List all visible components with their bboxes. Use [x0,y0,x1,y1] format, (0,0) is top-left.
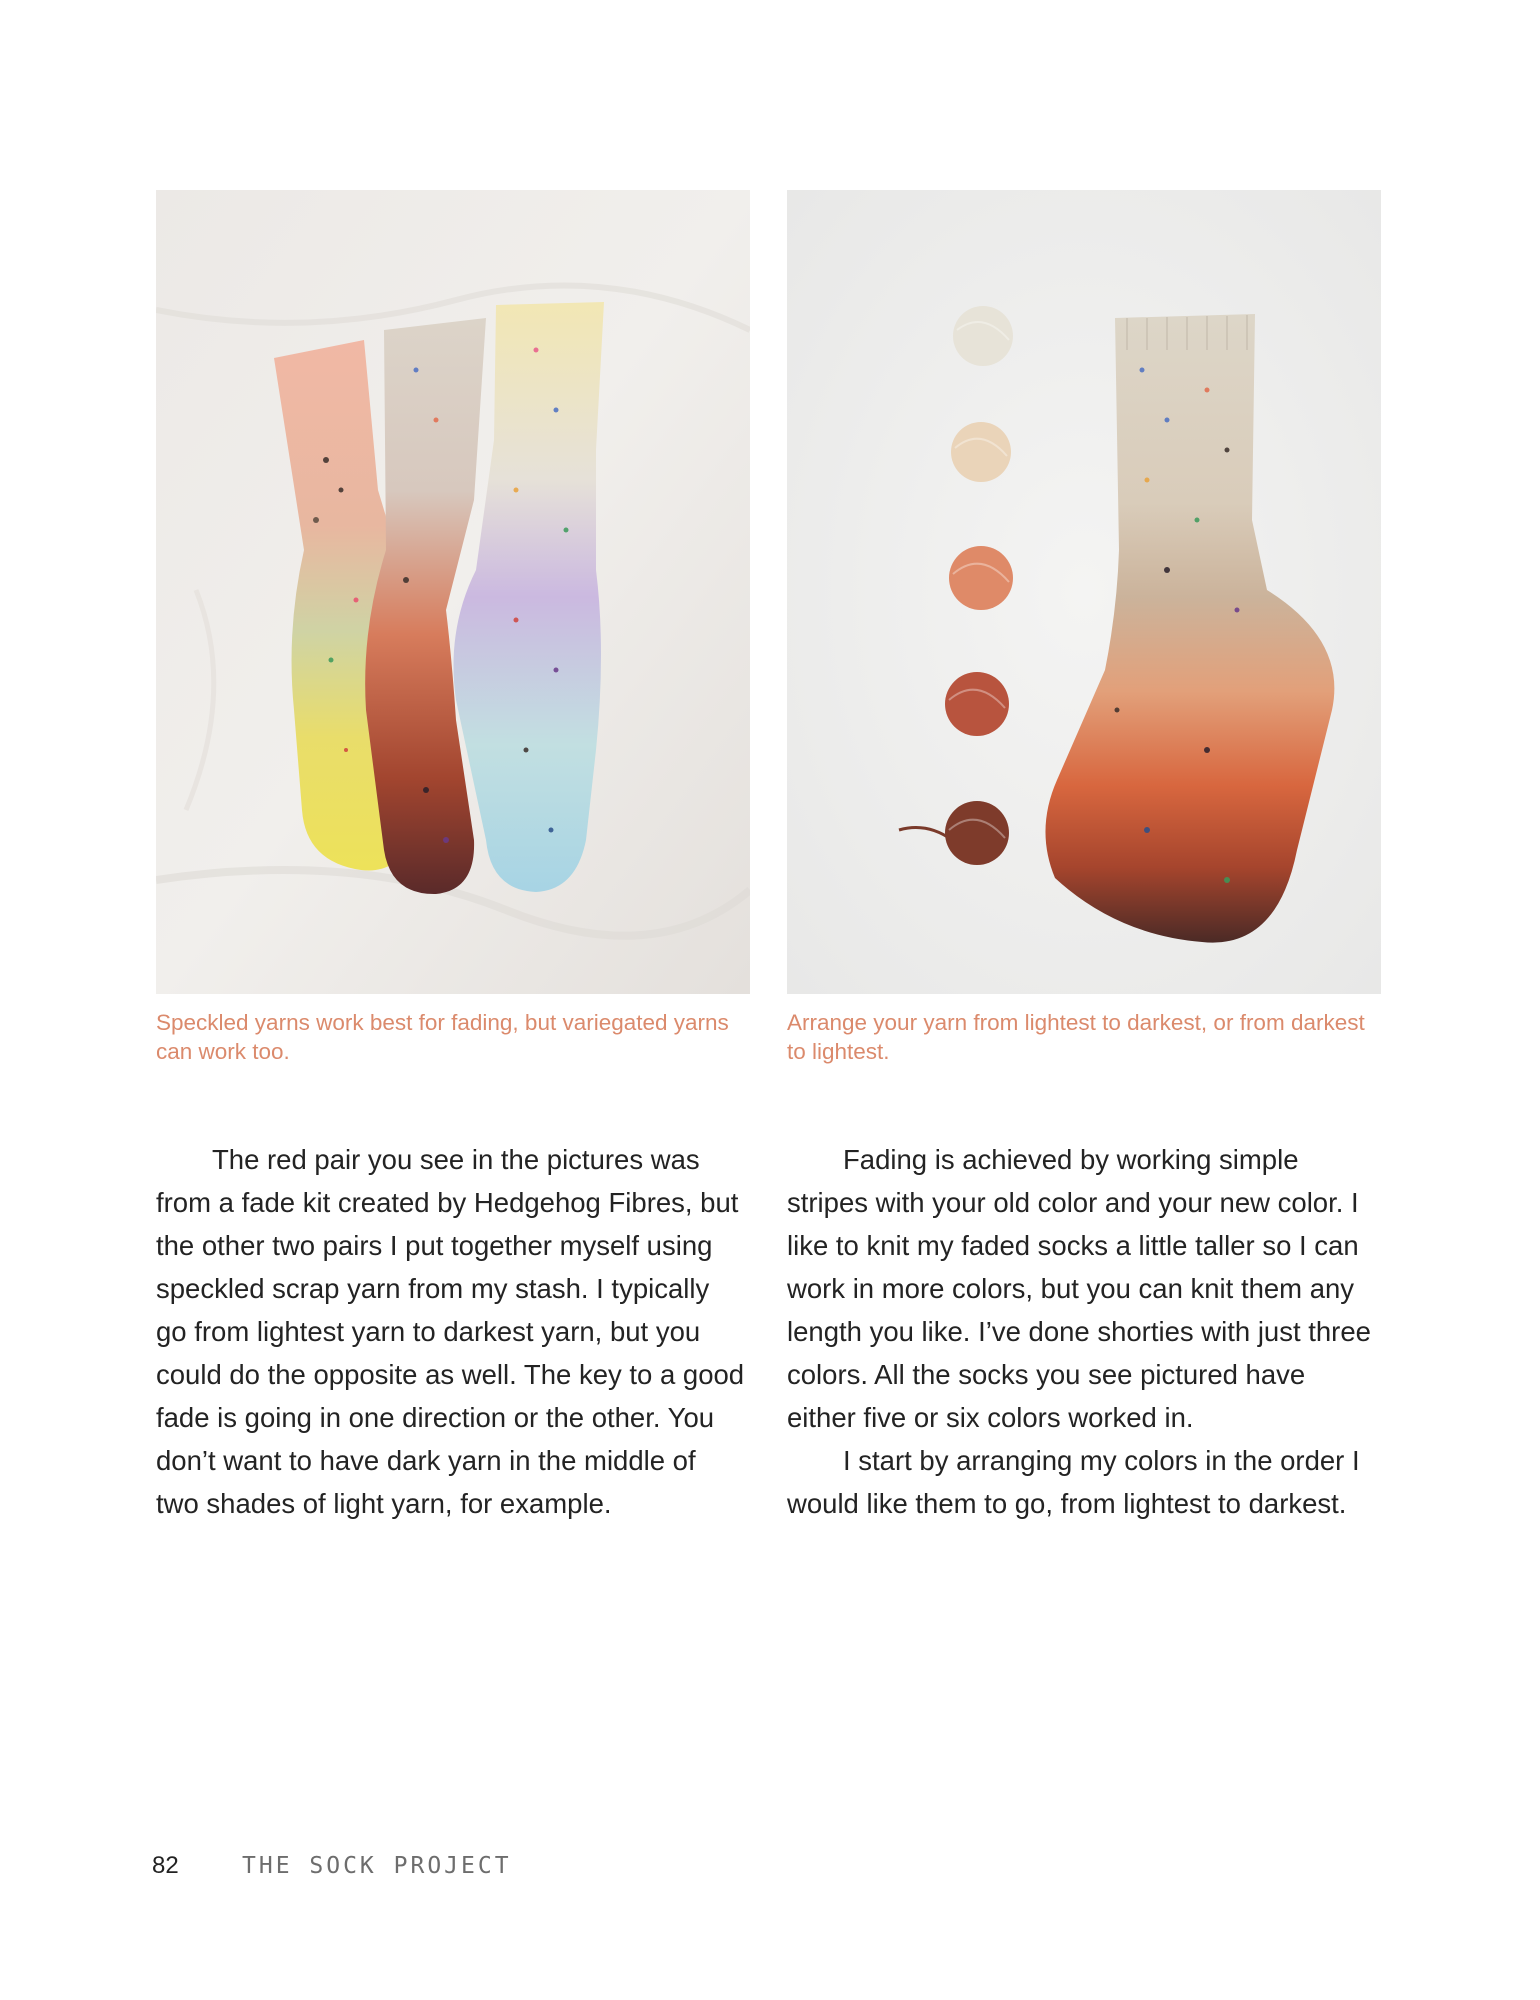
text-column-left [156,1138,746,1525]
paragraph: I start by arranging my colors in the order I would like them to go, from lightest to darkest. [787,1445,1360,1519]
running-title: THE SOCK PROJECT [242,1853,512,1879]
page-number: 82 [152,1852,179,1879]
page-footer [152,1850,512,1881]
caption-yarn-and-sock-photo: Arrange your yarn from lightest to darkest, or from darkest to lightest. [787,1010,1365,1064]
text-column-right [787,1138,1377,1525]
paragraph: The red pair you see in the pictures was from a fade kit created by Hedgehog Fibres, but the other two pairs I put together myself using speckled scrap yarn from my stash. I typically go from lightest yarn to darkest yarn, but you could do the opposite as well. The key to a good fade is going in one direction or the other. You don’t want to have dark yarn in the middle of two shades of light yarn, for example. [156,1144,745,1519]
caption-socks-photo: Speckled yarns work best for fading, but variegated yarns can work too. [156,1010,729,1064]
socks-photo-image [156,190,750,994]
figure-socks-photo [156,190,750,994]
yarn-and-sock-photo-image [787,190,1381,994]
figure-yarn-and-sock-photo [787,190,1381,994]
paragraph: Fading is achieved by working simple stripes with your old color and your new color. I like to knit my faded socks a little taller so I can work in more colors, but you can knit them any length you like. I’ve done shorties with just three colors. All the socks you see pictured have either five or six colors worked in. [787,1144,1371,1433]
